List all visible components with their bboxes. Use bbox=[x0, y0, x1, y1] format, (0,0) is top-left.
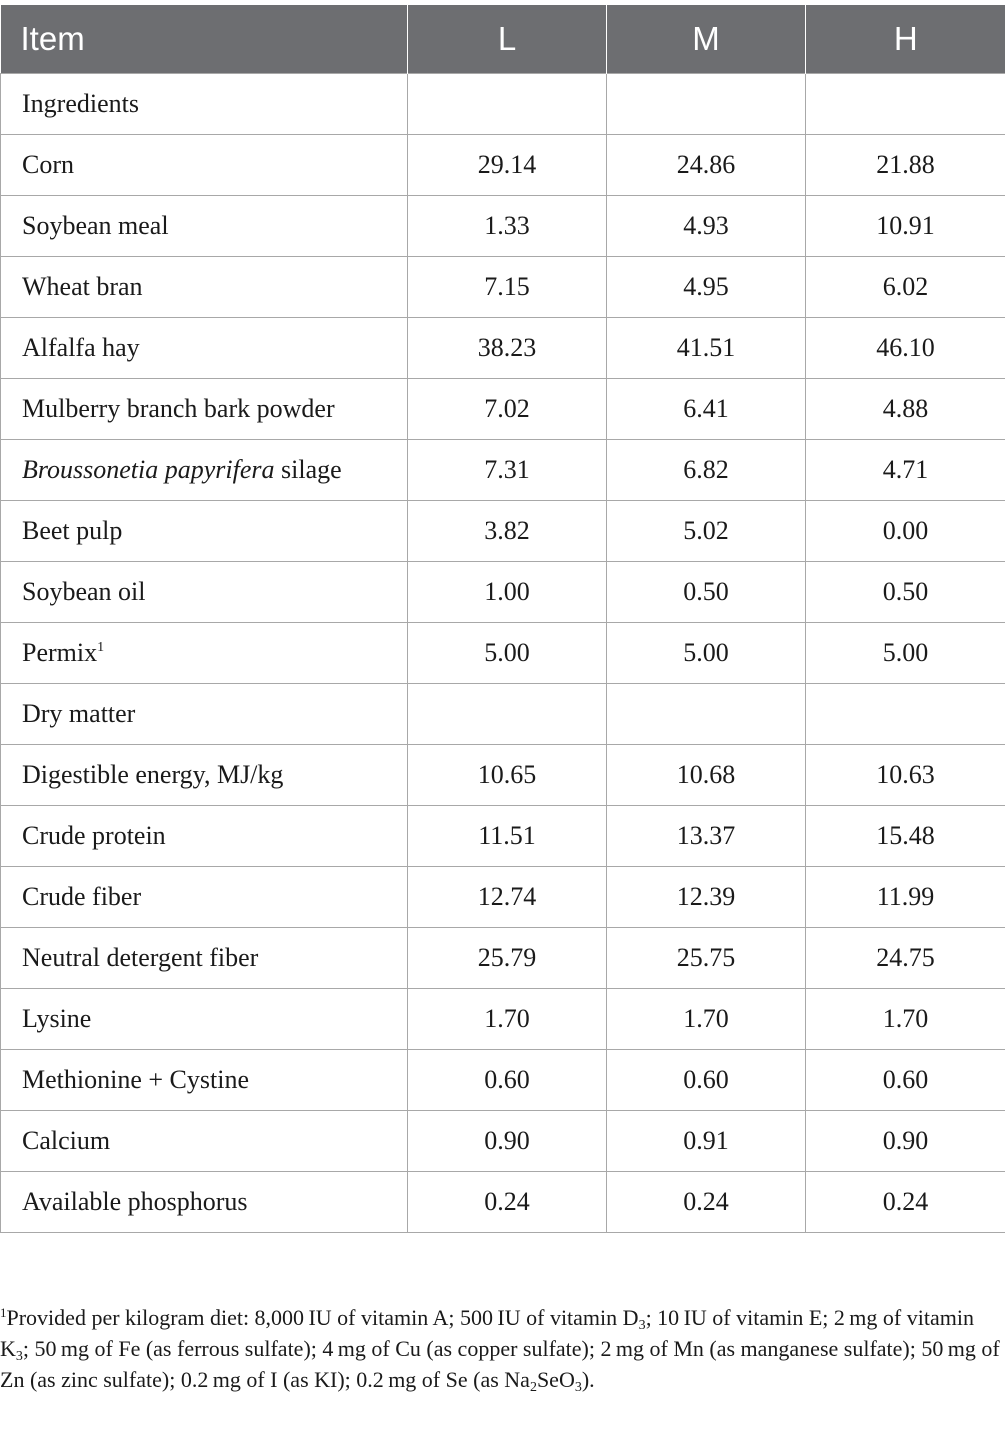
cell-h: 0.60 bbox=[806, 1050, 1005, 1111]
footnote-subscript: 3 bbox=[15, 1349, 23, 1364]
cell-m: 0.91 bbox=[607, 1111, 806, 1172]
table-row bbox=[1, 379, 1005, 440]
cell-l: 3.82 bbox=[408, 501, 607, 562]
footnote-marker: 1 bbox=[0, 1305, 7, 1320]
row-label-text: Soybean oil bbox=[22, 577, 146, 606]
footnote-subscript: 3 bbox=[638, 1318, 646, 1333]
cell-l: 1.70 bbox=[408, 989, 607, 1050]
row-label bbox=[1, 684, 408, 745]
row-label-text: Crude fiber bbox=[22, 882, 142, 911]
row-label bbox=[1, 440, 408, 501]
cell-h: 0.50 bbox=[806, 562, 1005, 623]
table-row bbox=[1, 745, 1005, 806]
cell-h: 4.71 bbox=[806, 440, 1005, 501]
row-label bbox=[1, 74, 408, 135]
cell-m: 1.70 bbox=[607, 989, 806, 1050]
cell-h: 11.99 bbox=[806, 867, 1005, 928]
row-label bbox=[1, 928, 408, 989]
row-label-text: Alfalfa hay bbox=[22, 333, 140, 362]
row-label bbox=[1, 379, 408, 440]
row-label-text: Dry matter bbox=[22, 699, 136, 728]
cell-m: 0.60 bbox=[607, 1050, 806, 1111]
cell-h: 24.75 bbox=[806, 928, 1005, 989]
footnote-subscript: 3 bbox=[574, 1380, 582, 1395]
cell-l bbox=[408, 74, 607, 135]
row-label bbox=[1, 1172, 408, 1233]
row-label-text: Neutral detergent fiber bbox=[22, 943, 259, 972]
table-row bbox=[1, 562, 1005, 623]
cell-h: 21.88 bbox=[806, 135, 1005, 196]
cell-l: 25.79 bbox=[408, 928, 607, 989]
table-row bbox=[1, 501, 1005, 562]
footnote-reference: 1 bbox=[97, 640, 105, 655]
table-row bbox=[1, 74, 1005, 135]
row-label-text: Methionine + Cystine bbox=[22, 1065, 249, 1094]
cell-l: 1.33 bbox=[408, 196, 607, 257]
cell-h: 0.00 bbox=[806, 501, 1005, 562]
cell-m bbox=[607, 74, 806, 135]
cell-l: 5.00 bbox=[408, 623, 607, 684]
row-label-italic: Broussonetia papyrifera bbox=[22, 455, 275, 484]
cell-h: 10.91 bbox=[806, 196, 1005, 257]
row-label bbox=[1, 989, 408, 1050]
row-label-text: Calcium bbox=[22, 1126, 111, 1155]
row-label-text: Mulberry branch bark powder bbox=[22, 394, 335, 423]
footnote-subscript: 2 bbox=[529, 1380, 537, 1395]
cell-l: 7.15 bbox=[408, 257, 607, 318]
diet-composition-table bbox=[0, 5, 1005, 1233]
cell-l: 38.23 bbox=[408, 318, 607, 379]
table-row bbox=[1, 1050, 1005, 1111]
footnote-segment: Provided per kilogram diet: 8,000 IU of vitamin A; 500 IU of vitamin D bbox=[6, 1305, 639, 1330]
cell-h: 5.00 bbox=[806, 623, 1005, 684]
cell-l: 0.60 bbox=[408, 1050, 607, 1111]
cell-l: 7.02 bbox=[408, 379, 607, 440]
table-row bbox=[1, 440, 1005, 501]
column-header-item: Item bbox=[1, 5, 408, 74]
footnote-segment: ; 10 IU of vitamin E; 2 mg of vitamin K bbox=[0, 1305, 974, 1361]
row-label bbox=[1, 196, 408, 257]
row-label-text: Digestible energy, MJ/kg bbox=[22, 760, 284, 789]
column-header-m: M bbox=[607, 5, 806, 74]
cell-l: 10.65 bbox=[408, 745, 607, 806]
cell-h: 0.24 bbox=[806, 1172, 1005, 1233]
cell-l: 0.24 bbox=[408, 1172, 607, 1233]
row-label bbox=[1, 806, 408, 867]
cell-m: 4.95 bbox=[607, 257, 806, 318]
footnote-text bbox=[0, 1305, 1000, 1395]
row-label bbox=[1, 867, 408, 928]
cell-m: 10.68 bbox=[607, 745, 806, 806]
cell-l: 7.31 bbox=[408, 440, 607, 501]
column-header-l: L bbox=[408, 5, 607, 74]
row-label-text: Wheat bran bbox=[22, 272, 143, 301]
table-row bbox=[1, 623, 1005, 684]
row-label-text: silage bbox=[274, 455, 342, 484]
cell-m: 24.86 bbox=[607, 135, 806, 196]
row-label bbox=[1, 318, 408, 379]
footnote-segment: SeO bbox=[536, 1367, 575, 1392]
cell-m: 0.24 bbox=[607, 1172, 806, 1233]
table-header-row bbox=[1, 5, 1005, 74]
table-row bbox=[1, 1172, 1005, 1233]
column-header-h: H bbox=[806, 5, 1005, 74]
row-label-text: Soybean meal bbox=[22, 211, 169, 240]
cell-l: 1.00 bbox=[408, 562, 607, 623]
row-label bbox=[1, 257, 408, 318]
table-row bbox=[1, 135, 1005, 196]
cell-h bbox=[806, 684, 1005, 745]
row-label bbox=[1, 623, 408, 684]
table-row bbox=[1, 318, 1005, 379]
cell-h: 6.02 bbox=[806, 257, 1005, 318]
table-row bbox=[1, 928, 1005, 989]
row-label bbox=[1, 562, 408, 623]
table-row bbox=[1, 684, 1005, 745]
row-label-text: Crude protein bbox=[22, 821, 166, 850]
cell-h: 1.70 bbox=[806, 989, 1005, 1050]
cell-m: 13.37 bbox=[607, 806, 806, 867]
table-body bbox=[1, 74, 1005, 1233]
cell-h bbox=[806, 74, 1005, 135]
table-row bbox=[1, 989, 1005, 1050]
cell-m: 5.00 bbox=[607, 623, 806, 684]
row-label-text: Permix bbox=[22, 638, 98, 667]
row-label bbox=[1, 1050, 408, 1111]
cell-h: 46.10 bbox=[806, 318, 1005, 379]
row-label bbox=[1, 501, 408, 562]
table-row bbox=[1, 257, 1005, 318]
table-row bbox=[1, 196, 1005, 257]
cell-m: 41.51 bbox=[607, 318, 806, 379]
cell-l bbox=[408, 684, 607, 745]
cell-m: 0.50 bbox=[607, 562, 806, 623]
row-label-text: Available phosphorus bbox=[22, 1187, 248, 1216]
cell-m: 25.75 bbox=[607, 928, 806, 989]
row-label bbox=[1, 135, 408, 196]
cell-h: 0.90 bbox=[806, 1111, 1005, 1172]
cell-h: 15.48 bbox=[806, 806, 1005, 867]
cell-l: 11.51 bbox=[408, 806, 607, 867]
cell-h: 10.63 bbox=[806, 745, 1005, 806]
cell-m: 12.39 bbox=[607, 867, 806, 928]
cell-l: 12.74 bbox=[408, 867, 607, 928]
row-label-text: Lysine bbox=[22, 1004, 92, 1033]
row-label-text: Ingredients bbox=[22, 89, 139, 118]
cell-m: 4.93 bbox=[607, 196, 806, 257]
footnote-segment: ; 50 mg of Fe (as ferrous sulfate); 4 mg of Cu (as copper sulfate); 2 mg of Mn (as manganese sulfate); 50 mg of Zn (as zinc sulfate); 0.2 mg of I (as KI); 0.2 mg of Se (as Na bbox=[0, 1336, 1000, 1392]
row-label bbox=[1, 1111, 408, 1172]
cell-m: 6.41 bbox=[607, 379, 806, 440]
row-label bbox=[1, 745, 408, 806]
table-row bbox=[1, 867, 1005, 928]
table-row bbox=[1, 806, 1005, 867]
cell-m bbox=[607, 684, 806, 745]
cell-h: 4.88 bbox=[806, 379, 1005, 440]
table-row bbox=[1, 1111, 1005, 1172]
footnote-segment: ). bbox=[581, 1367, 595, 1392]
table-footnote bbox=[0, 1302, 1003, 1395]
row-label-text: Beet pulp bbox=[22, 516, 123, 545]
cell-l: 0.90 bbox=[408, 1111, 607, 1172]
cell-m: 6.82 bbox=[607, 440, 806, 501]
row-label-text: Corn bbox=[22, 150, 74, 179]
cell-l: 29.14 bbox=[408, 135, 607, 196]
cell-m: 5.02 bbox=[607, 501, 806, 562]
